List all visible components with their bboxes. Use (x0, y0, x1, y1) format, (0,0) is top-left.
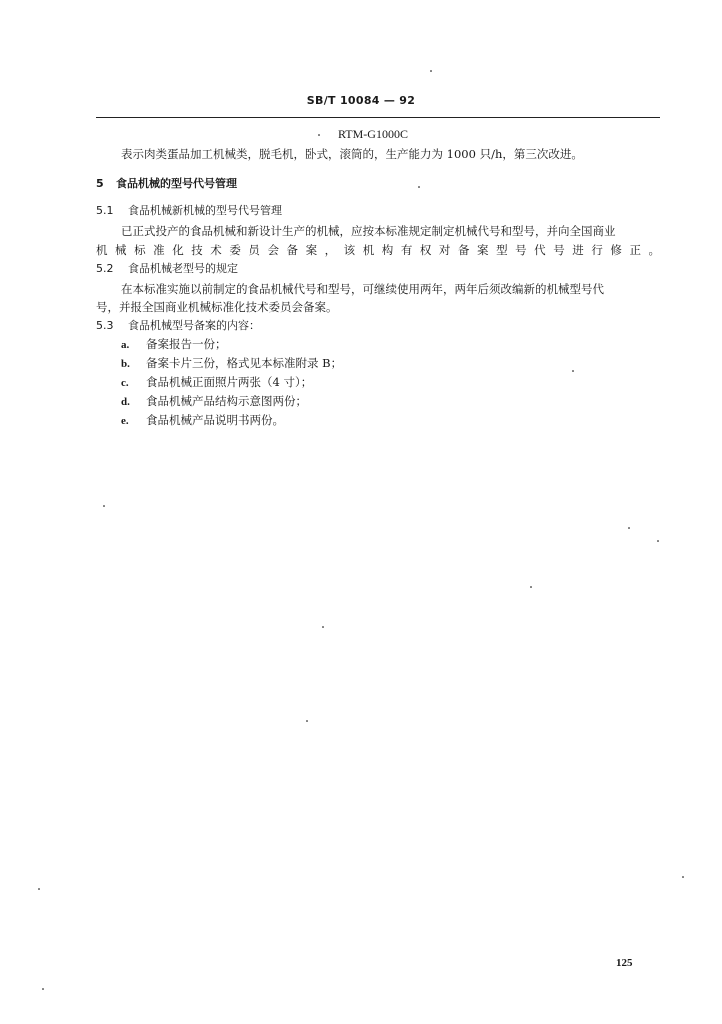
section-5-2-title: 食品机械老型号的规定 (128, 262, 238, 275)
list-item-text: 备案卡片三份，格式见本标准附录 B； (146, 356, 343, 370)
scan-speck (418, 186, 420, 188)
section-5-3-heading (96, 319, 260, 333)
list-item-text: 备案报告一份； (146, 337, 227, 351)
section-5-2-number: 5.2 (96, 262, 114, 275)
section-5-1-heading (96, 204, 282, 218)
scan-speck (628, 527, 630, 529)
scan-speck (318, 134, 320, 136)
list-item-marker: b. (121, 358, 130, 370)
section-5-title: 食品机械的型号代号管理 (116, 177, 237, 190)
scan-speck (306, 720, 308, 722)
scan-speck (530, 586, 532, 588)
section-5-2-paragraph-line-2: 号，并报全国商业机械标准化技术委员会备案。 (96, 300, 338, 314)
scan-speck (103, 505, 105, 507)
list-item (121, 394, 307, 409)
list-item-text: 食品机械产品结构示意图两份； (146, 394, 307, 408)
standard-code-header: SB/T 10084 — 92 (306, 94, 416, 107)
section-5-number: 5 (96, 177, 104, 190)
section-5-1-paragraph-line-1: 已正式投产的食品机械和新设计生产的机械，应按本标准规定制定机械代号和型号，并向全国商业 (121, 224, 616, 238)
section-5-1-paragraph-line-2 (96, 243, 660, 257)
section-5-2-heading (96, 262, 238, 276)
scan-speck (682, 876, 684, 878)
scan-speck (430, 70, 432, 72)
model-code-description: 表示肉类蛋品加工机械类，脱毛机，卧式，滚筒的，生产能力为 1000 只/h，第三次改进。 (121, 147, 583, 161)
list-item (121, 337, 227, 352)
scan-speck (657, 540, 659, 542)
list-item (121, 375, 312, 390)
list-item-marker: a. (121, 339, 130, 351)
section-5-1-paragraph-line-2-text: 机械标准化技术委员会备案，该机构有权对备案型号代号进行修正。 (96, 243, 660, 257)
list-item-marker: d. (121, 396, 130, 408)
scan-speck (572, 370, 574, 372)
model-code-example: RTM-G1000C (338, 127, 408, 141)
scan-speck (42, 988, 44, 990)
scan-speck (38, 888, 40, 890)
page-number: 125 (616, 957, 633, 969)
section-5-3-title: 食品机械型号备案的内容： (128, 319, 260, 332)
scan-speck (322, 626, 324, 628)
list-item-text: 食品机械产品说明书两份。 (146, 413, 284, 427)
list-item (121, 413, 284, 428)
list-item-text: 食品机械正面照片两张（4 寸）； (146, 375, 313, 389)
list-item-marker: c. (121, 377, 129, 389)
section-5-1-title: 食品机械新机械的型号代号管理 (128, 204, 282, 217)
section-5-1-number: 5.1 (96, 204, 114, 217)
section-5-heading (96, 177, 237, 191)
section-5-2-paragraph-line-1: 在本标准实施以前制定的食品机械代号和型号，可继续使用两年，两年后须改编新的机械型号代 (121, 282, 604, 296)
list-item-marker: e. (121, 415, 129, 427)
section-5-3-number: 5.3 (96, 319, 114, 332)
header-divider (96, 117, 660, 118)
list-item (121, 356, 342, 371)
